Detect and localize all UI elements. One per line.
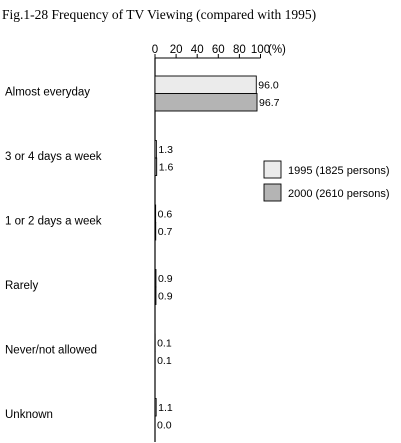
bar [155,205,156,223]
value-label: 0.9 [157,290,173,303]
x-tick-label: 100 [250,44,271,56]
value-label: 1.3 [158,144,173,156]
legend [264,161,390,201]
bars [155,76,280,432]
bar [155,270,156,288]
value-label: 0.6 [157,208,173,221]
bar [155,399,156,417]
x-tick-label: 40 [190,44,204,56]
category-labels [5,87,102,422]
legend-label: 1995 (1825 persons) [288,165,390,177]
unit-label: (%) [268,44,286,56]
value-label: 0.0 [157,419,172,432]
x-tick-label: 20 [169,44,183,56]
x-tick-label: 80 [233,44,246,56]
category-label: 3 or 4 days a week [5,151,102,163]
category-label: Never/not allowed [5,344,98,357]
legend-label: 2000 (2610 persons) [288,188,390,200]
value-label: 96.0 [258,79,279,92]
legend-swatch [264,161,281,178]
category-label: 1 or 2 days a week [5,215,102,228]
value-label: 0.9 [157,273,173,285]
bar [155,223,156,241]
chart-title: Fig.1-28 Frequency of TV Viewing (compared with 1995) [2,7,317,22]
x-tick-label: 0 [151,44,159,56]
x-tick-label: 60 [211,44,225,56]
bar [155,287,156,305]
bar [155,94,257,112]
bar [155,141,156,159]
value-label: 96.7 [259,97,280,109]
category-label: Almost everyday [5,86,91,99]
value-label: 0.1 [157,355,172,367]
value-label: 1.6 [158,161,174,174]
bar [155,76,256,94]
bar [155,158,157,176]
legend-swatch [264,184,281,201]
value-label: 1.1 [158,402,173,414]
category-label: Unknown [5,409,53,421]
value-label: 0.1 [157,337,172,350]
value-label: 0.7 [157,226,173,238]
category-label: Rarely [5,280,39,292]
